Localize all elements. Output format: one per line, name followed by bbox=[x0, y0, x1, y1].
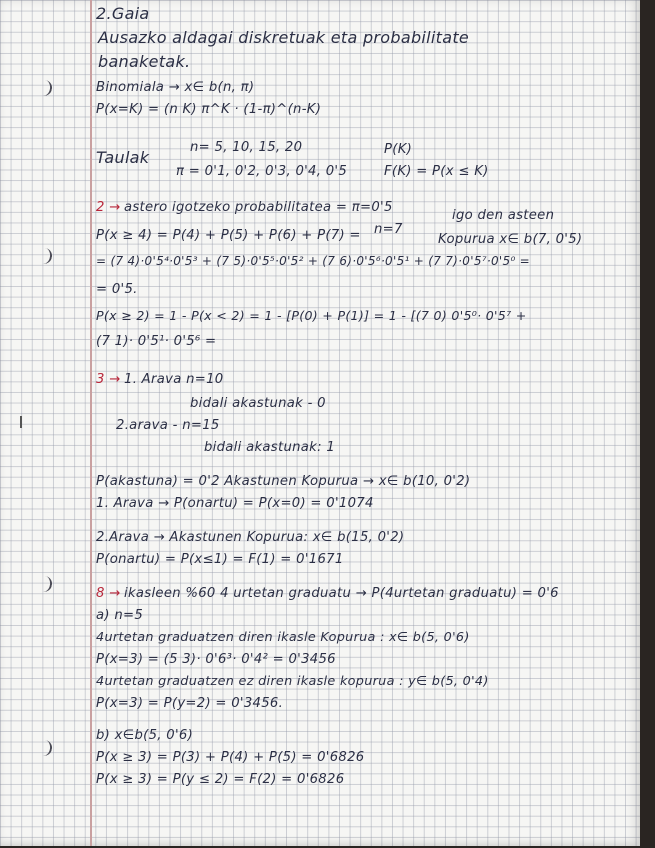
binomial-formula: P(x=K) = (n K) π^K · (1-π)^(n-K) bbox=[96, 102, 322, 117]
binder-hole-mark bbox=[37, 739, 53, 757]
taulak-label: Taulak bbox=[96, 148, 150, 167]
exercise-3-line-4: bidali akastunak: 1 bbox=[204, 440, 336, 455]
exercise-3-line-3: 2.arava - n=15 bbox=[116, 418, 220, 433]
exercise-3-line-2: bidali akastunak - 0 bbox=[190, 396, 326, 411]
taulak-fk: F(K) = P(x ≤ K) bbox=[384, 164, 489, 179]
exercise-8-a-line-3: 4urtetan graduatzen ez diren ikasle kopurua : y∈ b(5, 0'4) bbox=[96, 674, 489, 689]
margin-line bbox=[90, 0, 92, 846]
binder-hole-mark bbox=[37, 79, 53, 97]
exercise-2-line-5: (7 1)· 0'5¹· 0'5⁶ = bbox=[96, 334, 217, 349]
exercise-3-line-1: 1. Arava n=10 bbox=[124, 372, 224, 387]
heading: 2.Gaia bbox=[96, 4, 150, 23]
exercise-2-statement: astero igotzeko probabilitatea = π=0'5 bbox=[124, 200, 393, 215]
exercise-8-number: 8 → bbox=[96, 586, 121, 601]
exercise-3-line-5: P(akastuna) = 0'2 Akastunen Kopurua → x∈ b(10, 0'2) bbox=[96, 474, 471, 489]
exercise-2-line-4: P(x ≥ 2) = 1 - P(x < 2) = 1 - [P(0) + P(1)] = 1 - [(7 0) 0'5⁰· 0'5⁷ + bbox=[96, 308, 527, 323]
exercise-8-part-a: a) n=5 bbox=[96, 608, 144, 623]
exercise-2-n: n=7 bbox=[374, 222, 403, 237]
exercise-8-part-b: b) x∈b(5, 0'6) bbox=[96, 728, 194, 743]
exercise-3-line-8: P(onartu) = P(x≤1) = F(1) = 0'1671 bbox=[96, 552, 344, 567]
exercise-2-line-3: = 0'5. bbox=[96, 282, 138, 297]
margin-tick bbox=[20, 416, 22, 428]
exercise-3-line-7: 2.Arava → Akastunen Kopurua: x∈ b(15, 0'2) bbox=[96, 530, 405, 545]
taulak-pi-values: π = 0'1, 0'2, 0'3, 0'4, 0'5 bbox=[176, 164, 348, 179]
exercise-2-side-2: Kopurua x∈ b(7, 0'5) bbox=[438, 232, 583, 247]
exercise-8-b-line-1: P(x ≥ 3) = P(3) + P(4) + P(5) = 0'6826 bbox=[96, 750, 365, 765]
exercise-8-b-line-2: P(x ≥ 3) = P(y ≤ 2) = F(2) = 0'6826 bbox=[96, 772, 345, 787]
exercise-2-line-1: P(x ≥ 4) = P(4) + P(5) + P(6) + P(7) = bbox=[96, 228, 361, 243]
exercise-8-statement: ikasleen %60 4 urtetan graduatu → P(4urtetan graduatu) = 0'6 bbox=[124, 586, 559, 601]
title-line-1: Ausazko aldagai diskretuak eta probabilitate bbox=[98, 28, 470, 47]
binomial-label: Binomiala → x∈ b(n, π) bbox=[96, 80, 255, 95]
exercise-2-number: 2 → bbox=[96, 200, 121, 215]
exercise-8-a-line-2: P(x=3) = (5 3)· 0'6³· 0'4² = 0'3456 bbox=[96, 652, 336, 667]
exercise-8-a-line-1: 4urtetan graduatzen diren ikasle Kopurua : x∈ b(5, 0'6) bbox=[96, 630, 470, 645]
binder-hole-mark bbox=[37, 575, 53, 593]
exercise-2-side-1: igo den asteen bbox=[452, 208, 555, 223]
binder-hole-mark bbox=[37, 247, 53, 265]
taulak-n-values: n= 5, 10, 15, 20 bbox=[190, 140, 303, 155]
exercise-3-number: 3 → bbox=[96, 372, 121, 387]
exercise-2-line-2: = (7 4)·0'5⁴·0'5³ + (7 5)·0'5⁵·0'5² + (7 6)·0'5⁶·0'5¹ + (7 7)·0'5⁷·0'5⁰ = bbox=[96, 254, 531, 268]
exercise-3-line-6: 1. Arava → P(onartu) = P(x=0) = 0'1074 bbox=[96, 496, 374, 511]
taulak-pk: P(K) bbox=[384, 142, 413, 157]
title-line-2: banaketak. bbox=[98, 52, 191, 71]
exercise-8-a-line-4: P(x=3) = P(y=2) = 0'3456. bbox=[96, 696, 284, 711]
